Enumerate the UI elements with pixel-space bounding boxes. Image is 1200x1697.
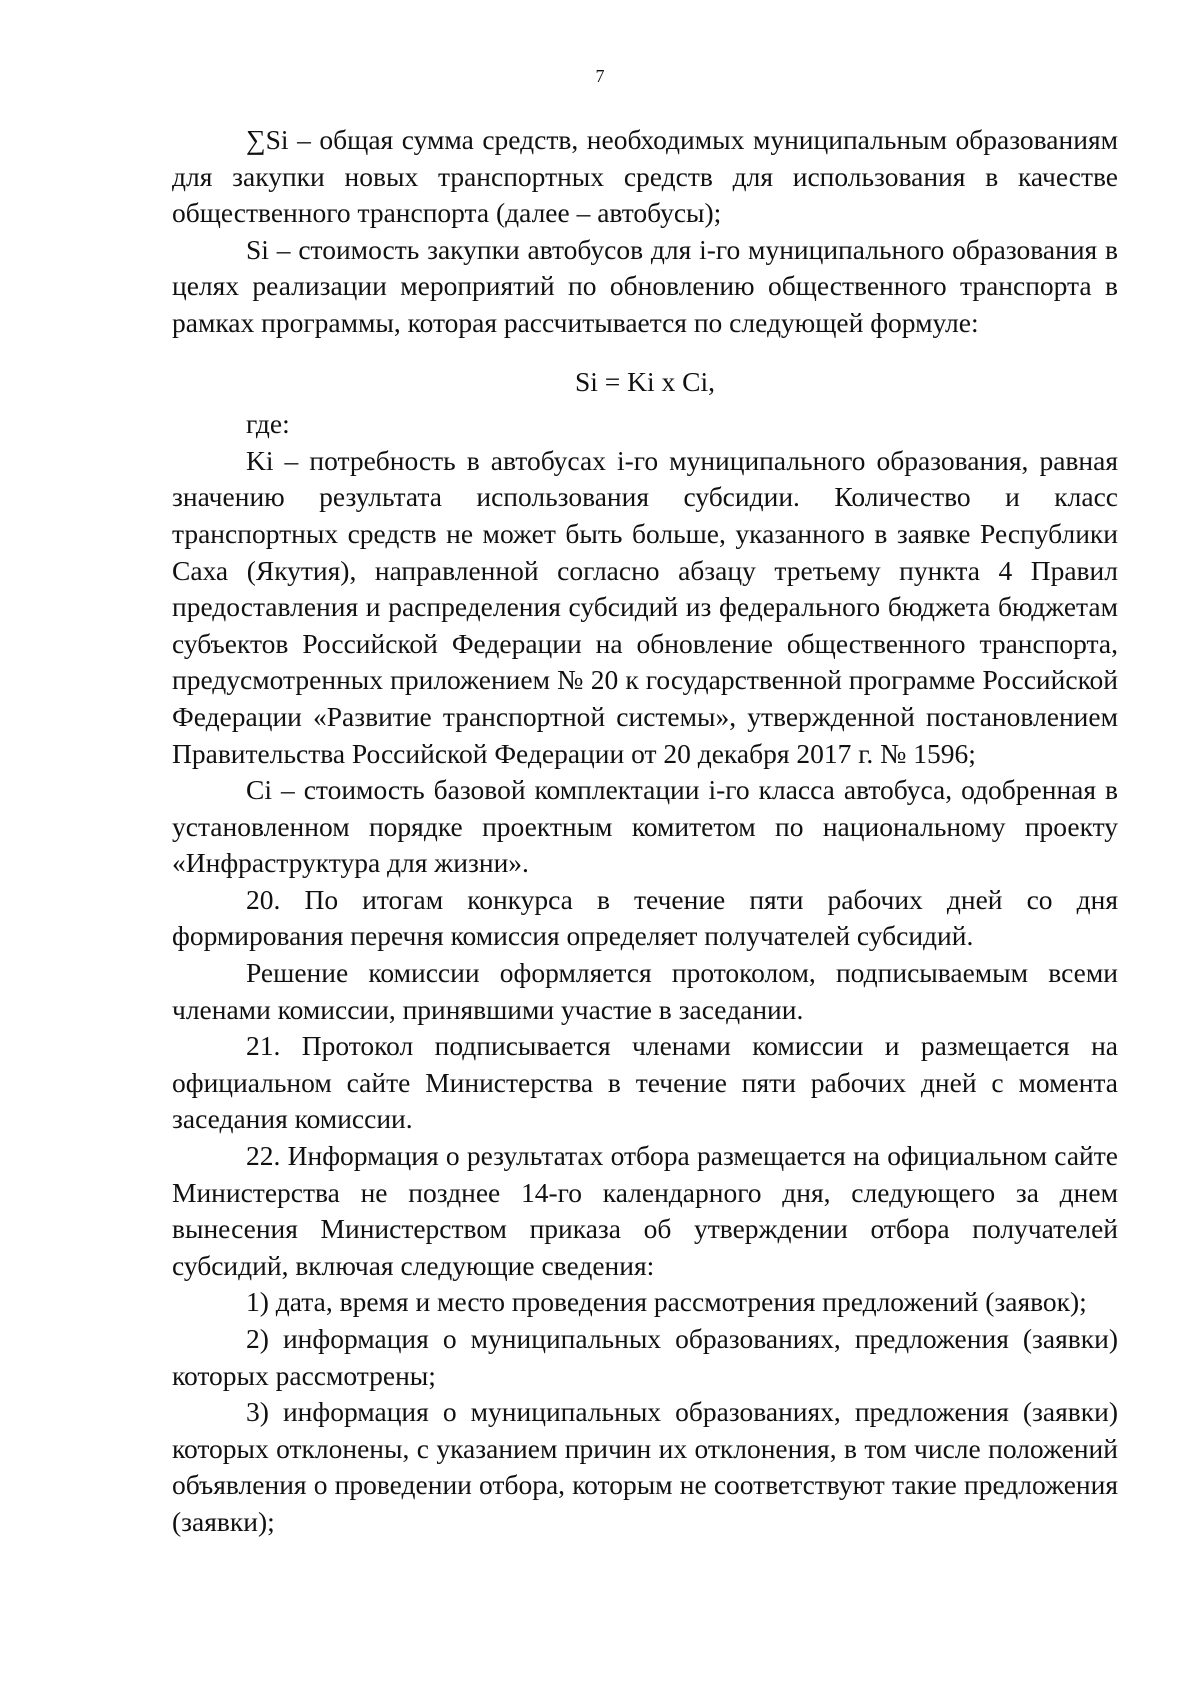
paragraph-ki-definition: Ki – потребность в автобусах i-го муниципального образования, равная значению результата использования субсидии. Количество и класс транспортных средств не может быть больше, указанного в заявке Республики Саха (Якутия), направленной согласно абзацу третьему пункта 4 Правил предоставления и распределения субсидий из федерального бюджета бюджетам субъектов Российской Федерации на обновление общественного транспорта, предусмотренных приложением № 20 к государственной программе Российской Федерации «Развитие транспортной системы», утвержденной постановлением Правительства Российской Федерации от 20 декабря 2017 г. № 1596; [172,444,1118,769]
document-body [172,122,1118,1541]
paragraph-si-definition: Si – стоимость закупки автобусов для i-го муниципального образования в целях реализации мероприятий по обновлению общественного транспорта в рамках программы, которая рассчитывается по следующей формуле: [172,233,1118,338]
paragraph-ci-definition: Ci – стоимость базовой комплектации i-го класса автобуса, одобренная в установленном порядке проектным комитетом по национальному проекту «Инфраструктура для жизни». [172,774,1118,879]
paragraph-item-21: 21. Протокол подписывается членами комиссии и размещается на официальном сайте Министерства в течение пяти рабочих дней с момента заседания комиссии. [172,1030,1118,1135]
page-number: 7 [595,66,605,86]
list-item-3: 3) информация о муниципальных образованиях, предложения (заявки) которых отклонены, с указанием причин их отклонения, в том числе положений объявления о проведении отбора, которым не соответствуют такие предложения (заявки); [172,1396,1118,1537]
paragraph-where: где: [246,408,290,440]
paragraph-item-22: 22. Информация о результатах отбора размещается на официальном сайте Министерства не позднее 14-го календарного дня, следующего за днем вынесения Министерством приказа об утверждении отбора получателей субсидий, включая следующие сведения: [172,1140,1118,1281]
list-item-2: 2) информация о муниципальных образованиях, предложения (заявки) которых рассмотрены; [172,1323,1118,1391]
paragraph-sum-definition: ∑Si – общая сумма средств, необходимых муниципальным образованиям для закупки новых транспортных средств для использования в качестве общественного транспорта (далее – автобусы); [172,124,1118,229]
formula: Si = Ki x Ci, [574,365,716,397]
paragraph-commission-decision: Решение комиссии оформляется протоколом, подписываемым всеми членами комиссии, принявшими участие в заседании. [172,957,1118,1025]
paragraph-item-20: 20. По итогам конкурса в течение пяти рабочих дней со дня формирования перечня комиссия определяет получателей субсидий. [172,883,1118,952]
list-item-1: 1) дата, время и место проведения рассмотрения предложений (заявок); [246,1286,1087,1318]
